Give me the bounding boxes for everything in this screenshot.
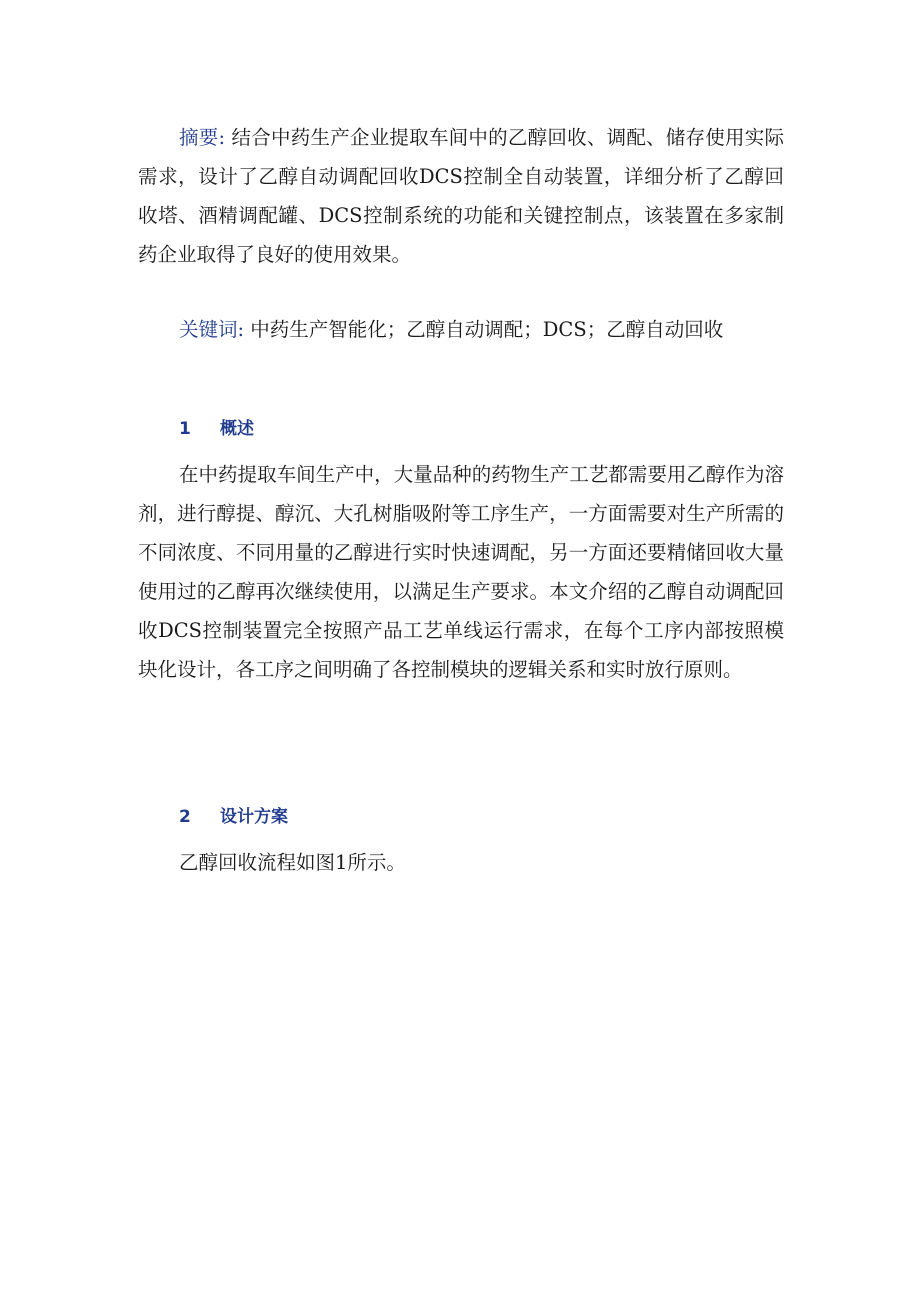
keywords-label: 关键词: xyxy=(179,318,245,341)
section-1-body: 在中药提取车间生产中，大量品种的药物生产工艺都需要用乙醇作为溶剂，进行醇提、醇沉、大孔树脂吸附等工序生产，一方面需要对生产所需的不同浓度、不同用量的乙醇进行实时快速调配，另一方面还要精储回收大量使用过的乙醇再次继续使用，以满足生产要求。本文介绍的乙醇自动调配回收DCS控制装置完全按照产品工艺单线运行需求，在每个工序内部按照模块化设计，各工序之间明确了各控制模块的逻辑关系和实时放行原则。 xyxy=(138,463,784,681)
abstract-label: 摘要: xyxy=(179,126,226,149)
section-2-body: 乙醇回收流程如图1所示。 xyxy=(179,851,406,874)
section-2-number: 2 xyxy=(179,807,191,827)
keywords-paragraph xyxy=(138,310,784,349)
section-2-heading xyxy=(179,802,288,827)
section-1-number: 1 xyxy=(179,419,191,439)
keywords-text: 中药生产智能化；乙醇自动调配；DCS；乙醇自动回收 xyxy=(250,318,724,341)
abstract-paragraph xyxy=(138,118,784,274)
section-1-heading xyxy=(179,414,254,439)
abstract-text: 结合中药生产企业提取车间中的乙醇回收、调配、储存使用实际需求，设计了乙醇自动调配回收DCS控制全自动装置，详细分析了乙醇回收塔、酒精调配罐、DCS控制系统的功能和关键控制点，该装置在多家制药企业取得了良好的使用效果。 xyxy=(138,126,784,266)
section-2-title: 设计方案 xyxy=(220,807,288,827)
section-1-title: 概述 xyxy=(220,419,254,439)
